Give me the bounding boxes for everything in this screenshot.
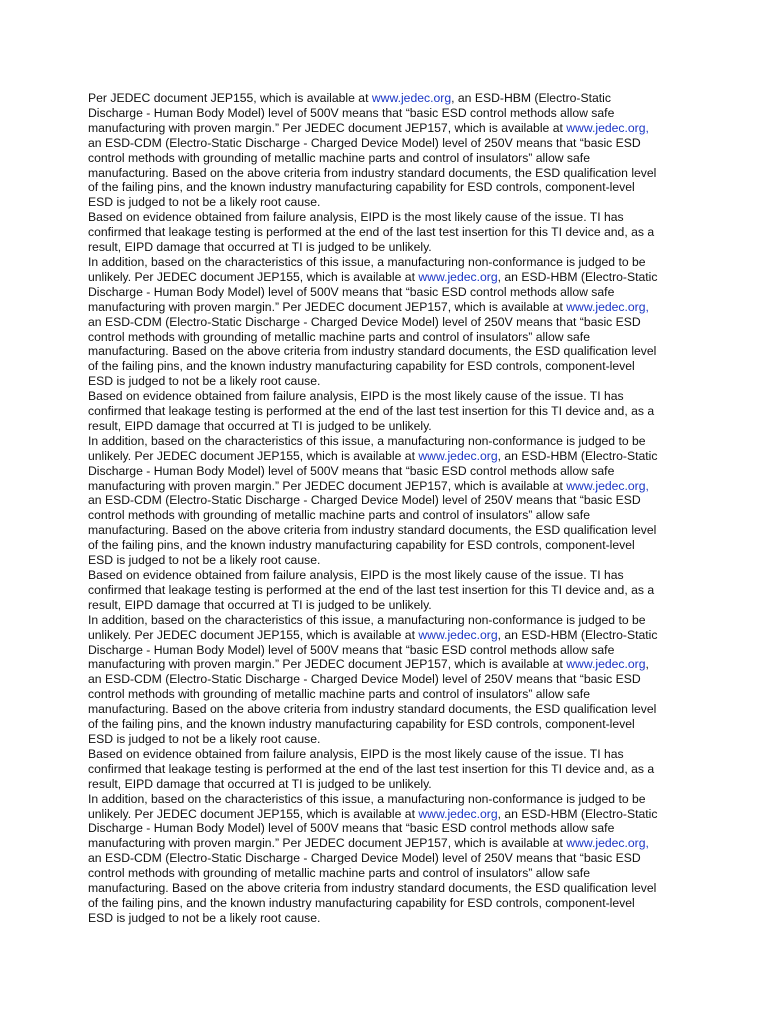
paragraph — [88, 792, 748, 926]
text-line — [88, 792, 748, 807]
text-segment: manufacturing with proven margin.” Per JEDEC document JEP157, which is available at — [88, 478, 567, 493]
text-line — [88, 747, 748, 762]
text-line — [88, 106, 748, 121]
text-line — [88, 389, 748, 404]
paragraph — [88, 91, 748, 210]
text-line — [88, 777, 748, 792]
text-line — [88, 210, 748, 225]
text-segment: manufacturing with proven margin.” Per JEDEC document JEP157, which is available at — [88, 657, 567, 672]
text-segment: an ESD-CDM (Electro-Static Discharge - Charged Device Model) level of 250V means that “basic ESD — [88, 314, 641, 329]
text-line — [88, 91, 748, 106]
text-segment: , an ESD-HBM (Electro-Static — [451, 91, 611, 105]
paragraph — [88, 568, 748, 613]
text-segment: manufacturing. Based on the above criteria from industry standard documents, the ESD qualification level — [88, 523, 657, 538]
text-segment: result, EIPD damage that occurred at TI is judged to be unlikely. — [88, 418, 432, 433]
jedec-link[interactable]: www.jedec.org — [418, 806, 498, 821]
text-line — [88, 702, 748, 717]
text-line — [88, 762, 748, 777]
text-segment: of the failing pins, and the known industry manufacturing capability for ESD controls, component-level — [88, 895, 635, 910]
text-segment: confirmed that leakage testing is performed at the end of the last test insertion for this TI device and, as a — [88, 404, 655, 419]
text-segment: manufacturing with proven margin.” Per JEDEC document JEP157, which is available at — [88, 836, 567, 851]
jedec-link[interactable]: www.jedec.org — [566, 657, 646, 672]
text-segment: ESD is judged to not be a likely root cause. — [88, 374, 321, 389]
text-line — [88, 493, 748, 508]
text-line — [88, 643, 748, 658]
text-line — [88, 374, 748, 389]
text-segment: ESD is judged to not be a likely root cause. — [88, 731, 321, 746]
text-segment: Based on evidence obtained from failure analysis, EIPD is the most likely cause of the issue. TI has — [88, 568, 624, 582]
text-segment: unlikely. Per JEDEC document JEP155, which is available at — [88, 269, 419, 284]
text-line — [88, 300, 748, 315]
text-line — [88, 285, 748, 300]
text-line — [88, 359, 748, 374]
jedec-link[interactable]: www.jedec.org — [418, 448, 498, 463]
text-segment: In addition, based on the characteristics of this issue, a manufacturing non-conformance is judged to be — [88, 791, 646, 806]
text-segment: of the failing pins, and the known industry manufacturing capability for ESD controls, component-level — [88, 359, 635, 374]
text-segment: confirmed that leakage testing is performed at the end of the last test insertion for this TI device and, as a — [88, 582, 655, 597]
text-segment: control methods with grounding of metallic machine parts and control of insulators” allow safe — [88, 329, 590, 344]
text-line — [88, 672, 748, 687]
text-segment: In addition, based on the characteristics of this issue, a manufacturing non-conformance is judged to be — [88, 433, 646, 448]
text-segment: Based on evidence obtained from failure analysis, EIPD is the most likely cause of the issue. TI has — [88, 746, 624, 761]
text-segment: control methods with grounding of metallic machine parts and control of insulators” allow safe — [88, 687, 590, 702]
text-segment: ESD is judged to not be a likely root cause. — [88, 195, 321, 210]
text-line — [88, 896, 748, 911]
text-line — [88, 807, 748, 822]
paragraph — [88, 389, 748, 434]
text-segment: of the failing pins, and the known industry manufacturing capability for ESD controls, component-level — [88, 538, 635, 553]
text-segment: , an ESD-HBM (Electro-Static — [497, 269, 658, 284]
text-segment: In addition, based on the characteristics of this issue, a manufacturing non-conformance is judged to be — [88, 612, 646, 627]
text-segment: Discharge - Human Body Model) level of 500V means that “basic ESD control methods allow safe — [88, 642, 615, 657]
text-segment: of the failing pins, and the known industry manufacturing capability for ESD controls, component-level — [88, 180, 635, 195]
text-segment: unlikely. Per JEDEC document JEP155, which is available at — [88, 448, 419, 463]
text-segment: an ESD-CDM (Electro-Static Discharge - Charged Device Model) level of 250V means that “basic ESD — [88, 672, 641, 687]
text-line — [88, 225, 748, 240]
jedec-link[interactable]: www.jedec.org, — [566, 478, 649, 493]
text-line — [88, 657, 748, 672]
document-body — [88, 91, 748, 926]
text-line — [88, 136, 748, 151]
text-line — [88, 568, 748, 583]
text-segment: ESD is judged to not be a likely root cause. — [88, 910, 321, 925]
jedec-link[interactable]: www.jedec.org, — [566, 299, 649, 314]
text-segment: an ESD-CDM (Electro-Static Discharge - Charged Device Model) level of 250V means that “basic ESD — [88, 493, 641, 508]
text-line — [88, 195, 748, 210]
text-line — [88, 180, 748, 195]
text-segment: control methods with grounding of metallic machine parts and control of insulators” allow safe — [88, 866, 590, 881]
text-line — [88, 479, 748, 494]
text-line — [88, 881, 748, 896]
text-segment: Per JEDEC document JEP155, which is available at — [88, 91, 372, 105]
text-segment: Based on evidence obtained from failure analysis, EIPD is the most likely cause of the issue. TI has — [88, 389, 624, 404]
text-segment: manufacturing. Based on the above criteria from industry standard documents, the ESD qualification level — [88, 881, 657, 896]
jedec-link[interactable]: www.jedec.org — [418, 627, 498, 642]
text-segment: Discharge - Human Body Model) level of 500V means that “basic ESD control methods allow safe — [88, 284, 615, 299]
text-segment: an ESD-CDM (Electro-Static Discharge - Charged Device Model) level of 250V means that “basic ESD — [88, 135, 641, 150]
text-line — [88, 717, 748, 732]
text-line — [88, 851, 748, 866]
text-line — [88, 419, 748, 434]
text-line — [88, 598, 748, 613]
text-line — [88, 523, 748, 538]
text-segment: result, EIPD damage that occurred at TI is judged to be unlikely. — [88, 776, 432, 791]
text-segment: Discharge - Human Body Model) level of 500V means that “basic ESD control methods allow safe — [88, 105, 615, 120]
text-segment: an ESD-CDM (Electro-Static Discharge - Charged Device Model) level of 250V means that “basic ESD — [88, 851, 641, 866]
text-segment: unlikely. Per JEDEC document JEP155, which is available at — [88, 806, 419, 821]
text-line — [88, 553, 748, 568]
text-segment: confirmed that leakage testing is performed at the end of the last test insertion for this TI device and, as a — [88, 225, 655, 240]
text-segment: , an ESD-HBM (Electro-Static — [497, 806, 658, 821]
text-segment: result, EIPD damage that occurred at TI is judged to be unlikely. — [88, 240, 432, 255]
text-line — [88, 613, 748, 628]
paragraph — [88, 747, 748, 792]
text-segment: control methods with grounding of metallic machine parts and control of insulators” allow safe — [88, 508, 590, 523]
text-line — [88, 464, 748, 479]
paragraph — [88, 613, 748, 747]
text-line — [88, 434, 748, 449]
text-line — [88, 121, 748, 136]
text-segment: , an ESD-HBM (Electro-Static — [497, 448, 658, 463]
text-segment: ESD is judged to not be a likely root cause. — [88, 553, 321, 568]
text-segment: of the failing pins, and the known industry manufacturing capability for ESD controls, component-level — [88, 717, 635, 732]
text-line — [88, 270, 748, 285]
text-segment: result, EIPD damage that occurred at TI is judged to be unlikely. — [88, 597, 432, 612]
text-line — [88, 687, 748, 702]
jedec-link[interactable]: www.jedec.org, — [566, 836, 649, 851]
text-segment: manufacturing with proven margin.” Per JEDEC document JEP157, which is available at — [88, 299, 567, 314]
text-line — [88, 508, 748, 523]
text-line — [88, 911, 748, 926]
text-segment: control methods with grounding of metallic machine parts and control of insulators” allow safe — [88, 150, 590, 165]
text-line — [88, 255, 748, 270]
text-line — [88, 315, 748, 330]
text-segment: Discharge - Human Body Model) level of 500V means that “basic ESD control methods allow safe — [88, 821, 615, 836]
text-line — [88, 344, 748, 359]
text-line — [88, 166, 748, 181]
text-line — [88, 538, 748, 553]
text-line — [88, 404, 748, 419]
paragraph — [88, 210, 748, 255]
text-line — [88, 583, 748, 598]
text-line — [88, 240, 748, 255]
text-line — [88, 732, 748, 747]
text-line — [88, 866, 748, 881]
paragraph — [88, 255, 748, 389]
text-line — [88, 330, 748, 345]
jedec-link[interactable]: www.jedec.org — [418, 269, 498, 284]
text-segment: Based on evidence obtained from failure analysis, EIPD is the most likely cause of the issue. TI has — [88, 210, 624, 225]
text-segment: Discharge - Human Body Model) level of 500V means that “basic ESD control methods allow safe — [88, 463, 615, 478]
text-line — [88, 836, 748, 851]
text-segment: , an ESD-HBM (Electro-Static — [497, 627, 658, 642]
text-segment: In addition, based on the characteristics of this issue, a manufacturing non-conformance is judged to be — [88, 254, 646, 269]
jedec-link[interactable]: www.jedec.org — [371, 91, 452, 105]
text-segment: manufacturing. Based on the above criteria from industry standard documents, the ESD qualification level — [88, 165, 657, 180]
text-line — [88, 628, 748, 643]
text-segment: manufacturing. Based on the above criteria from industry standard documents, the ESD qualification level — [88, 702, 657, 717]
jedec-link[interactable]: www.jedec.org, — [566, 120, 649, 135]
text-segment: manufacturing with proven margin.” Per JEDEC document JEP157, which is available at — [88, 120, 567, 135]
text-segment: manufacturing. Based on the above criteria from industry standard documents, the ESD qualification level — [88, 344, 657, 359]
text-line — [88, 449, 748, 464]
text-segment: confirmed that leakage testing is performed at the end of the last test insertion for this TI device and, as a — [88, 761, 655, 776]
paragraph — [88, 434, 748, 568]
text-segment: , — [645, 657, 649, 672]
text-segment: unlikely. Per JEDEC document JEP155, which is available at — [88, 627, 419, 642]
text-line — [88, 821, 748, 836]
text-line — [88, 151, 748, 166]
